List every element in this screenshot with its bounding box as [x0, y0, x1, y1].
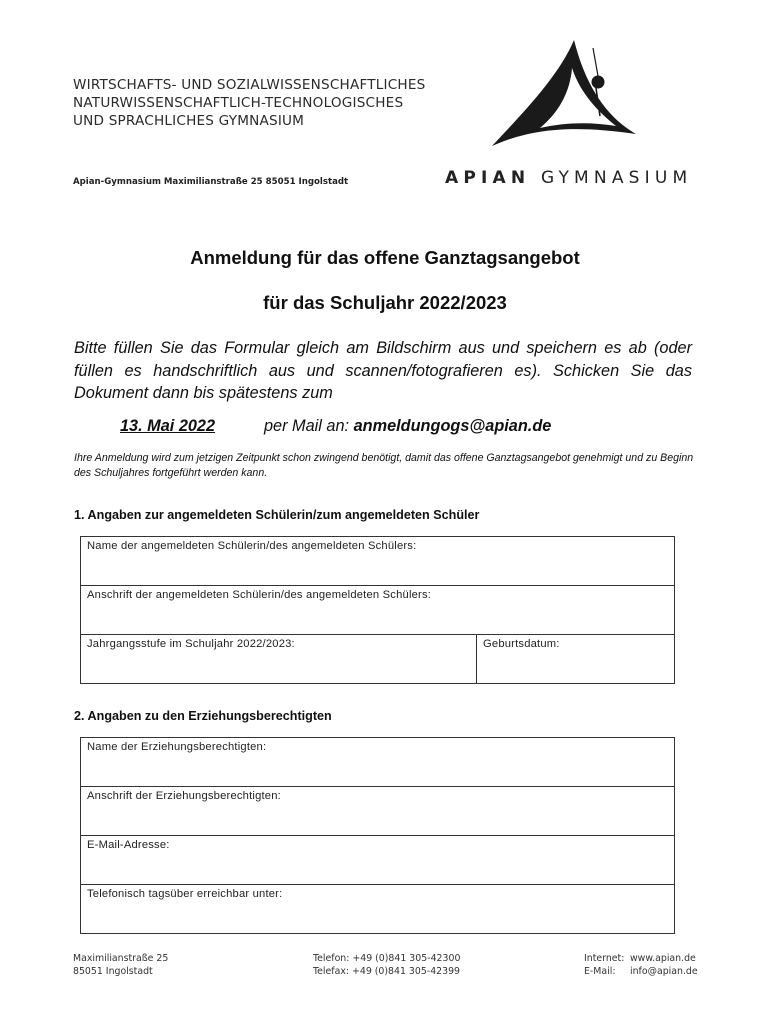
footer-email-link[interactable]: info@apian.de — [630, 966, 698, 977]
guardian-address-label: Anschrift der Erziehungsberechtigten: — [87, 790, 281, 802]
birthdate-field[interactable] — [477, 635, 675, 684]
footer-internet-label: Internet: — [584, 953, 625, 964]
student-address-label: Anschrift der angemeldeten Schülerin/des angemeldeten Schülers: — [87, 589, 432, 601]
intro-text: Bitte füllen Sie das Formular gleich am Bildschirm aus und speichern es ab (oder füllen es handschriftlich aus und scannen/fotografieren es). Schicken Sie das Dokument dann bis spätestens zum — [74, 339, 692, 402]
document-subtitle: für das Schuljahr 2022/2023 — [263, 292, 507, 313]
footer-fax: Telefax: +49 (0)841 305-42399 — [313, 966, 461, 977]
mail-instruction — [264, 417, 551, 436]
guardian-address-field[interactable] — [81, 787, 675, 836]
document-title: Anmeldung für das offene Ganztagsangebot — [190, 247, 580, 268]
footer-email-label: E-Mail: — [584, 966, 616, 977]
mail-prefix: per Mail an: — [264, 417, 350, 435]
footer-address — [73, 952, 168, 978]
wordmark — [445, 168, 692, 188]
guardian-phone-field[interactable] — [81, 885, 675, 934]
mail-address-link[interactable]: anmeldungogs@apian.de — [353, 417, 552, 435]
guardian-form — [80, 737, 675, 934]
wordmark-light: GYMNASIUM — [540, 168, 693, 188]
student-form — [80, 536, 675, 684]
footer-website-link[interactable]: www.apian.de — [630, 953, 696, 964]
section-1-heading: 1. Angaben zur angemeldeten Schülerin/zum angemeldeten Schüler — [74, 508, 480, 522]
footer-labels — [584, 952, 624, 978]
guardian-email-label: E-Mail-Adresse: — [87, 839, 170, 851]
birthdate-label: Geburtsdatum: — [483, 638, 560, 650]
guardian-email-field[interactable] — [81, 836, 675, 885]
school-line-1: WIRTSCHAFTS- UND SOZIALWISSENSCHAFTLICHES — [73, 77, 426, 93]
guardian-name-field[interactable] — [81, 738, 675, 787]
student-name-label: Name der angemeldeten Schülerin/des angemeldeten Schülers: — [87, 540, 417, 552]
school-line-2: NATURWISSENSCHAFTLICH-TECHNOLOGISCHES — [73, 95, 404, 111]
guardian-phone-label: Telefonisch tagsüber erreichbar unter: — [87, 888, 283, 900]
footer-values — [630, 952, 698, 978]
apian-triangle-logo-icon — [488, 38, 638, 153]
student-address-field[interactable] — [81, 586, 675, 635]
footer-city: 85051 Ingolstadt — [73, 966, 153, 977]
deadline-date: 13. Mai 2022 — [120, 417, 216, 435]
note-text: Ihre Anmeldung wird zum jetzigen Zeitpunkt schon zwingend benötigt, damit das offene Ganztagsangebot genehmigt und zu Beginn des Schuljahres fortgeführt werden kann. — [74, 452, 694, 479]
footer-phone: Telefon: +49 (0)841 305-42300 — [313, 953, 461, 964]
grade-field[interactable] — [81, 635, 477, 684]
footer-phone-block — [313, 952, 460, 978]
guardian-name-label: Name der Erziehungsberechtigten: — [87, 741, 267, 753]
letterhead-address: Apian-Gymnasium Maximilianstraße 25 85051 Ingolstadt — [73, 177, 349, 187]
school-line-3: UND SPRACHLICHES GYMNASIUM — [73, 113, 305, 129]
grade-label: Jahrgangsstufe im Schuljahr 2022/2023: — [87, 638, 295, 650]
footer-street: Maximilianstraße 25 — [73, 953, 169, 964]
section-2-heading: 2. Angaben zu den Erziehungsberechtigten — [74, 709, 332, 723]
wordmark-bold: APIAN — [445, 168, 531, 188]
student-name-field[interactable] — [81, 537, 675, 586]
school-description — [73, 76, 425, 130]
